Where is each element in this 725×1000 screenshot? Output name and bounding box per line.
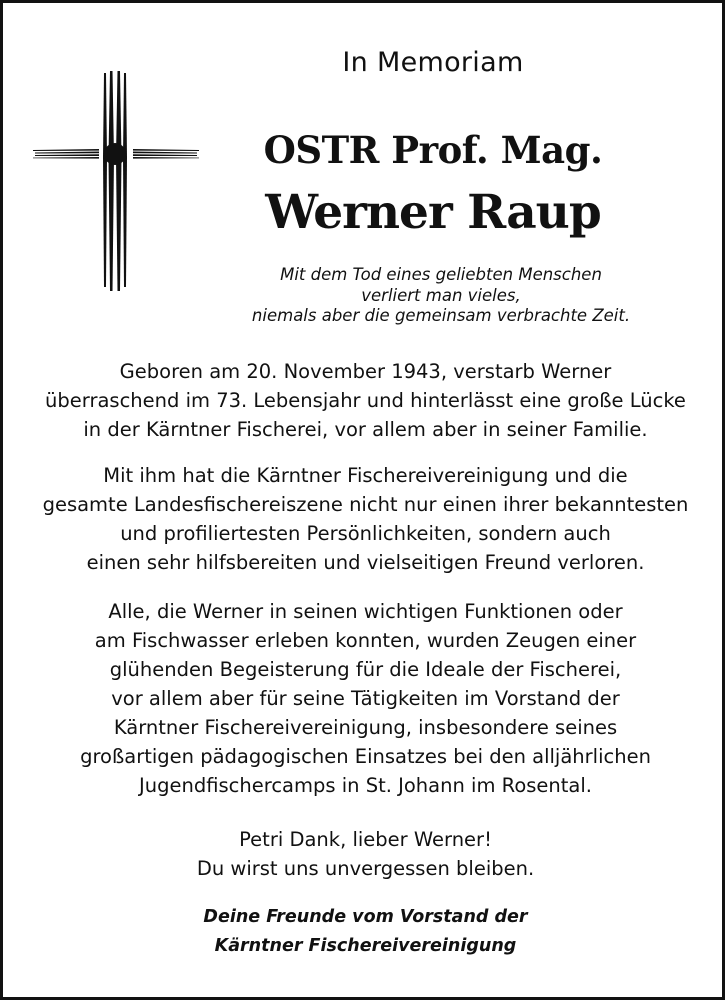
text-line: am Fischwasser erleben konnten, wurden Zeugen einer: [94, 629, 637, 652]
text-line: Du wirst uns unvergessen bleiben.: [196, 857, 535, 880]
cross-icon: [33, 71, 199, 293]
text-line: großartigen pädagogischen Einsatzes bei den alljährlichen: [80, 745, 651, 768]
paragraph-loss: [13, 461, 718, 577]
signature: [13, 903, 718, 961]
signature-line: Deine Freunde vom Vorstand der: [203, 907, 528, 927]
paragraph-tribute: [13, 597, 718, 800]
quote-line: niemals aber die gemeinsam verbrachte Zeit.: [251, 306, 631, 325]
text-line: in der Kärntner Fischerei, vor allem aber in seiner Familie.: [83, 418, 648, 441]
paragraph-birth: [13, 357, 718, 444]
text-line: überraschend im 73. Lebensjahr und hinterlässt eine große Lücke: [45, 389, 686, 412]
name-title: OSTR Prof. Mag.: [263, 128, 603, 172]
quote-line: Mit dem Tod eines geliebten Menschen: [280, 265, 602, 284]
text-line: vor allem aber für seine Tätigkeiten im Vorstand der: [111, 687, 620, 710]
text-line: Mit ihm hat die Kärntner Fischereivereinigung und die: [103, 464, 628, 487]
text-line: einen sehr hilfsbereiten und vielseitigen Freund verloren.: [86, 551, 645, 574]
heading: In Memoriam: [342, 47, 524, 78]
signature-line: Kärntner Fischereivereinigung: [214, 936, 517, 956]
text-line: Alle, die Werner in seinen wichtigen Funktionen oder: [108, 600, 623, 623]
text-line: Kärntner Fischereivereinigung, insbesondere seines: [113, 716, 618, 739]
closing-words: [13, 825, 718, 883]
text-line: Jugendfischercamps in St. Johann im Rosental.: [139, 774, 592, 797]
name-full: Werner Raup: [265, 185, 601, 240]
text-line: Petri Dank, lieber Werner!: [239, 828, 492, 851]
text-line: glühenden Begeisterung für die Ideale der Fischerei,: [109, 658, 622, 681]
text-line: und profiliertesten Persönlichkeiten, sondern auch: [120, 522, 611, 545]
text-line: gesamte Landesfischereiszene nicht nur einen ihrer bekanntesten: [42, 493, 689, 516]
quote-line: verliert man vieles,: [361, 285, 521, 305]
quote: [231, 265, 651, 327]
text-line: Geboren am 20. November 1943, verstarb Werner: [119, 360, 612, 383]
